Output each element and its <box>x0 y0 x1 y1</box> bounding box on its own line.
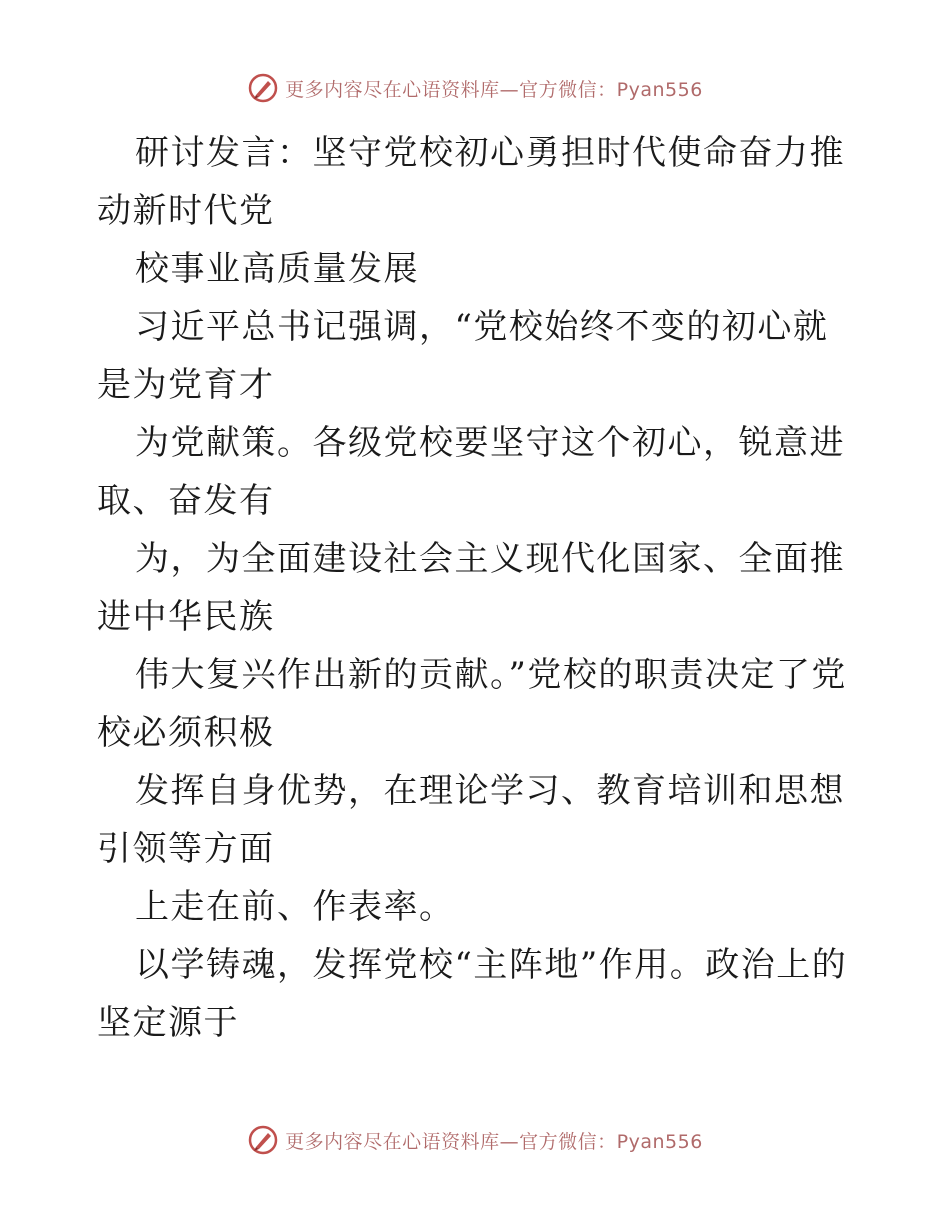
watermark-text: 更多内容尽在心语资料库—官方微信：Pyan556 <box>285 78 703 101</box>
paragraph: 研讨发言：坚守党校初心勇担时代使命奋力推动新时代党 <box>97 133 845 231</box>
paragraph: 以学铸魂，发挥党校“主阵地”作用。政治上的坚定源于 <box>97 945 848 1043</box>
paragraph: 上走在前、作表率。 <box>135 887 455 927</box>
paragraph: 伟大复兴作出新的贡献。”党校的职责决定了党校必须积极 <box>97 655 847 753</box>
paragraph: 为，为全面建设社会主义现代化国家、全面推进中华民族 <box>97 539 845 637</box>
pen-logo-icon <box>247 1124 279 1156</box>
watermark-text: 更多内容尽在心语资料库—官方微信：Pyan556 <box>285 1130 703 1153</box>
footer-watermark <box>0 1124 950 1156</box>
paragraph: 发挥自身优势，在理论学习、教育培训和思想引领等方面 <box>97 771 845 869</box>
paragraph: 习近平总书记强调，“党校始终不变的初心就是为党育才 <box>97 307 829 405</box>
document-body <box>97 124 857 1052</box>
header-watermark <box>0 72 950 104</box>
paragraph: 校事业高质量发展 <box>135 249 419 289</box>
paragraph: 为党献策。各级党校要坚守这个初心，锐意进取、奋发有 <box>97 423 845 521</box>
pen-logo-icon <box>247 72 279 104</box>
